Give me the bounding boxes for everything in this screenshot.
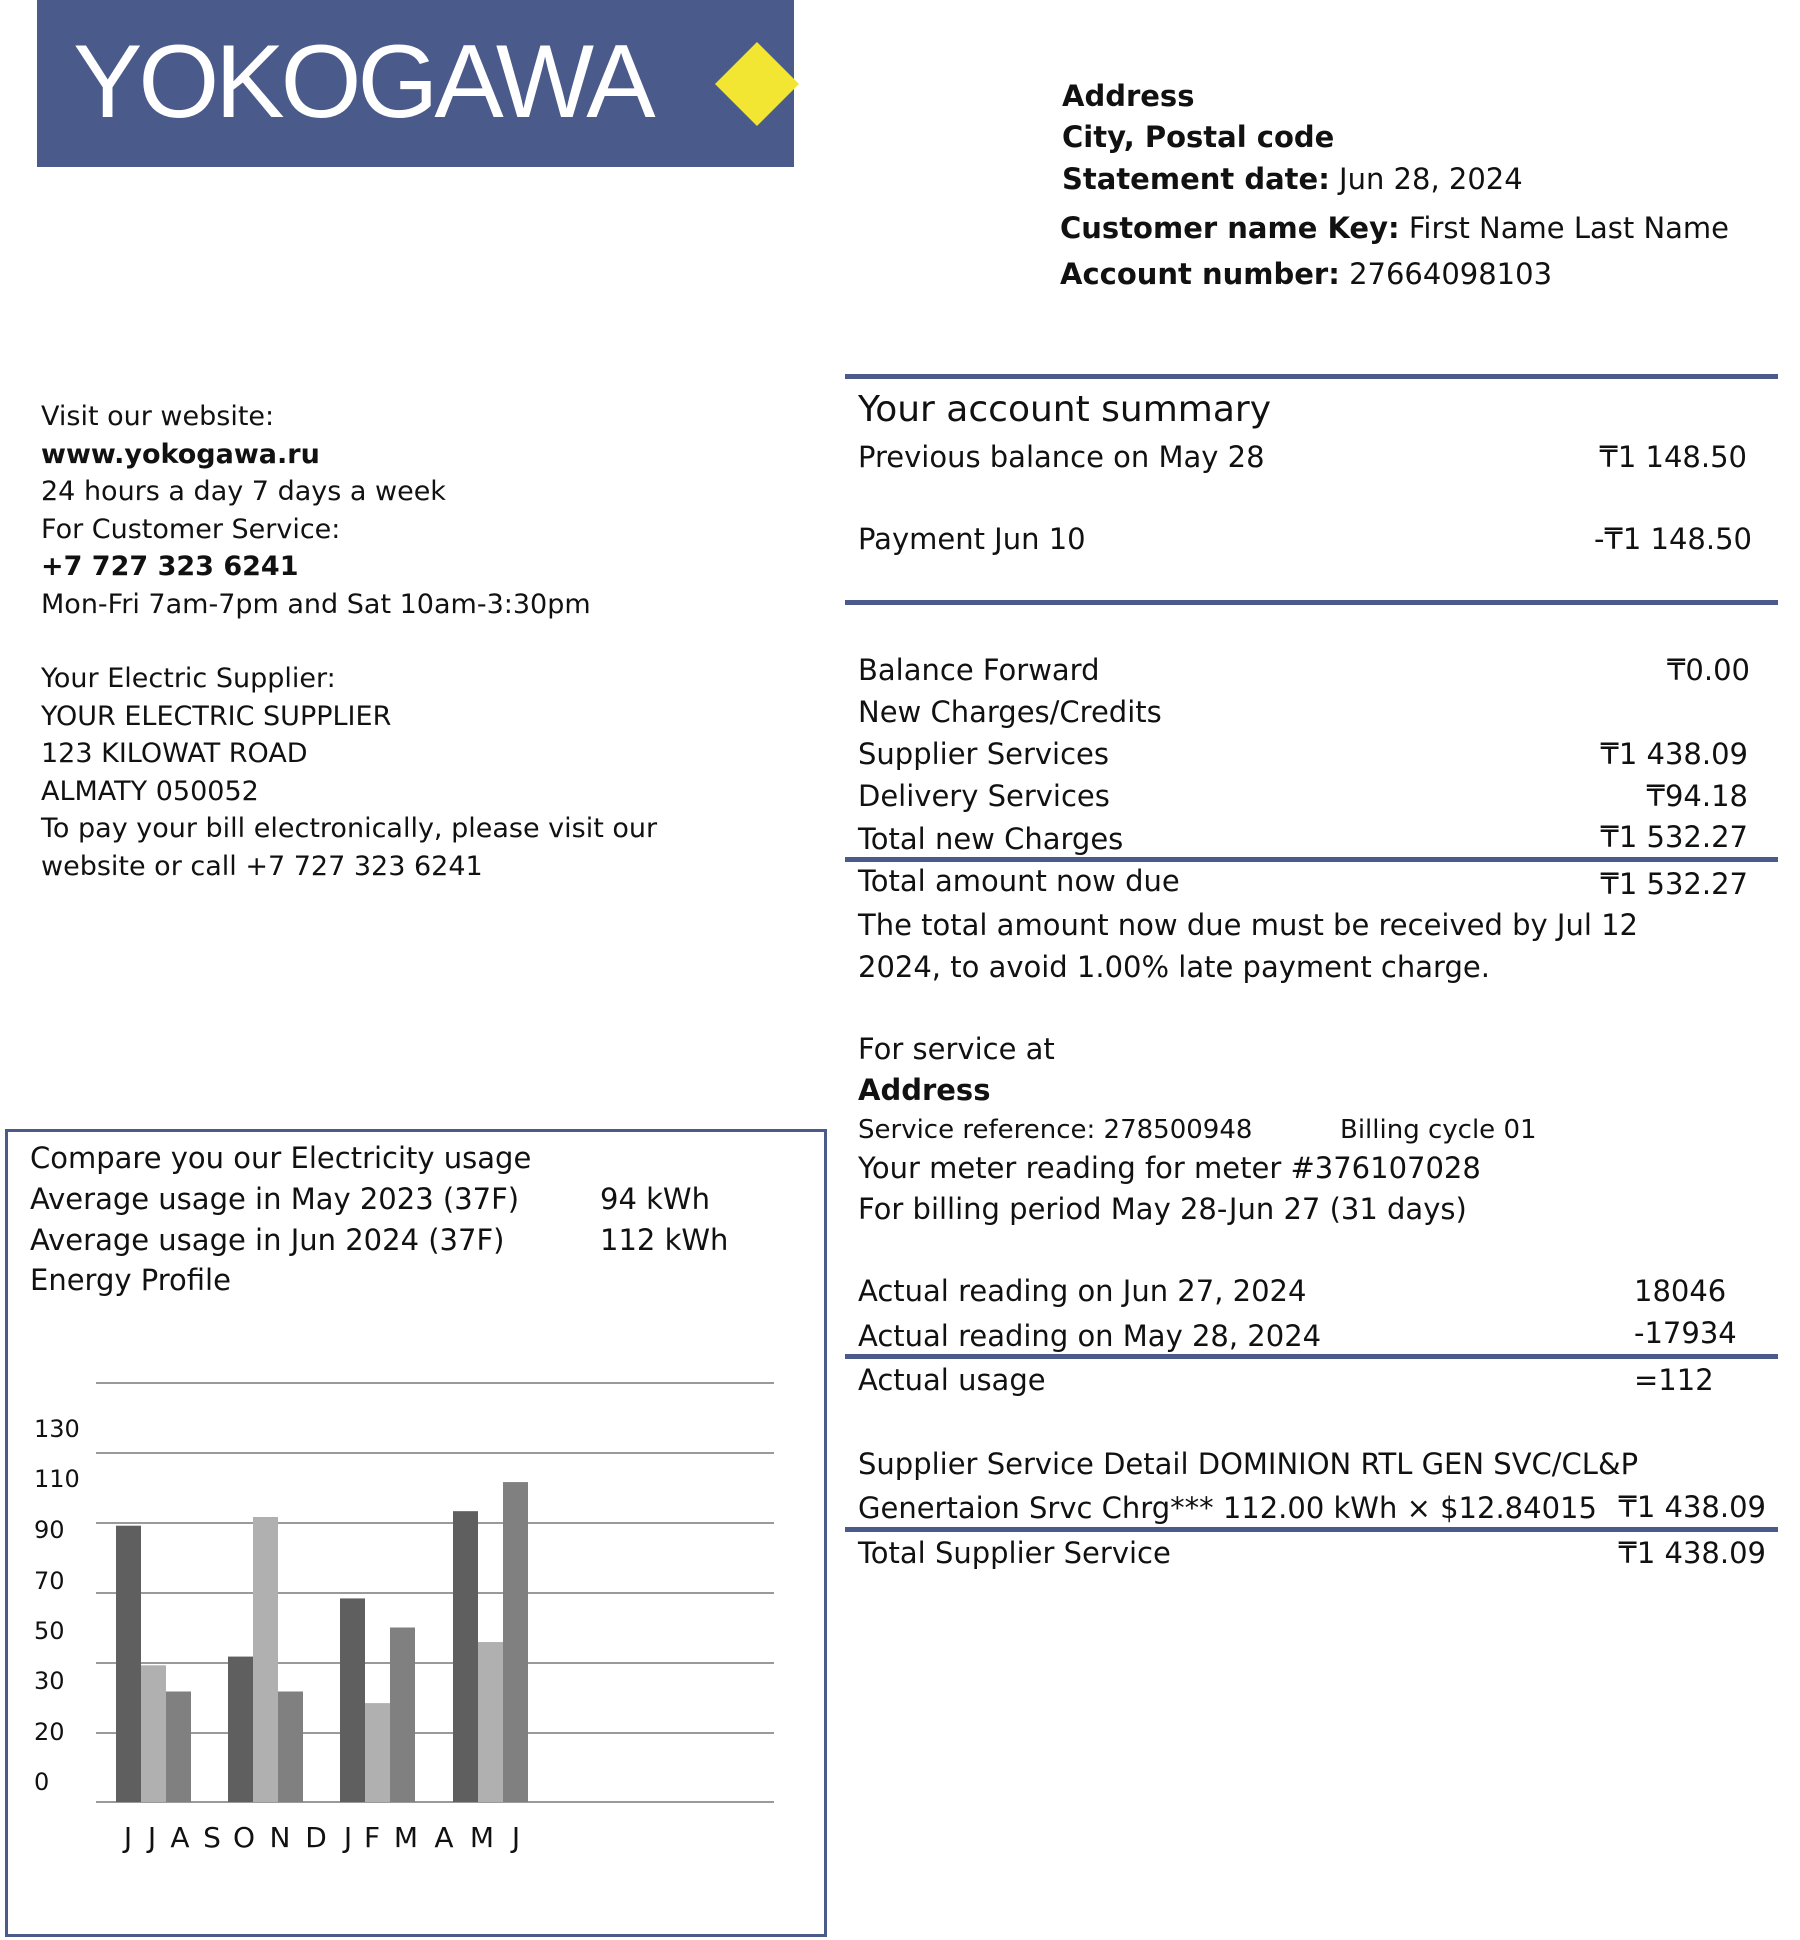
- x-tick-label: J: [511, 1821, 521, 1854]
- x-tick-label: A: [170, 1821, 190, 1854]
- bar-dark: [116, 1526, 141, 1802]
- usage-jun-label: Average usage in Jun 2024 (37F): [30, 1223, 505, 1257]
- bar-light: [141, 1665, 166, 1802]
- x-tick-label: J: [343, 1821, 353, 1854]
- prev-balance-label: Previous balance on May 28: [858, 440, 1265, 474]
- usage-may-value: 94 kWh: [600, 1182, 710, 1216]
- energy-profile-label: Energy Profile: [30, 1263, 231, 1297]
- bar-light: [365, 1703, 390, 1802]
- service-for-label: For service at: [858, 1032, 1055, 1066]
- supplier-name: YOUR ELECTRIC SUPPLIER: [41, 700, 392, 732]
- usage-title: Compare you our Electricity usage: [30, 1141, 532, 1175]
- bar-light: [478, 1642, 503, 1802]
- x-tick-label: A: [434, 1821, 454, 1854]
- supplier-services-amount: ₸1 438.09: [1600, 737, 1748, 771]
- phone-number: +7 727 323 6241: [41, 551, 299, 582]
- y-tick-label: 130: [34, 1415, 80, 1443]
- generation-charge-amount: ₸1 438.09: [1618, 1490, 1766, 1524]
- usage-may-label: Average usage in May 2023 (37F): [30, 1182, 520, 1216]
- x-tick-label: O: [232, 1821, 256, 1854]
- x-tick-label: J: [147, 1821, 157, 1854]
- amount-due-value: ₸1 532.27: [1600, 867, 1748, 901]
- header-city: City, Postal code: [1062, 120, 1335, 154]
- bar-medium: [390, 1628, 415, 1803]
- due-note-line2: 2024, to avoid 1.00% late payment charge.: [858, 950, 1490, 984]
- billing-cycle: Billing cycle 01: [1340, 1115, 1537, 1145]
- bar-medium: [503, 1482, 528, 1802]
- balance-forward-amount: ₸0.00: [1666, 653, 1750, 687]
- reading-previous-value: -17934: [1634, 1316, 1737, 1350]
- supplier-detail-label: Supplier Service Detail DOMINION RTL GEN SVC/CL&P: [858, 1447, 1639, 1481]
- statement-date: Statement date: Jun 28, 2024: [1062, 162, 1523, 196]
- pay-note-line1: To pay your bill electronically, please visit our: [41, 813, 658, 844]
- account-number: Account number: 27664098103: [1060, 257, 1553, 291]
- payment-label: Payment Jun 10: [858, 522, 1086, 556]
- prev-balance-amount: ₸1 148.50: [1599, 440, 1747, 474]
- supplier-services-label: Supplier Services: [858, 737, 1109, 771]
- y-tick-label: 50: [34, 1617, 65, 1645]
- schedule-text: Mon-Fri 7am-7pm and Sat 10am-3:30pm: [41, 588, 591, 620]
- x-tick-label: S: [203, 1821, 221, 1854]
- generation-charge-label: Genertaion Srvc Chrg*** 112.00 kWh × $12.84015: [858, 1491, 1597, 1525]
- header-address: Address: [1062, 79, 1195, 113]
- y-tick-label: 0: [34, 1768, 50, 1796]
- reading-previous-label: Actual reading on May 28, 2024: [858, 1319, 1322, 1353]
- x-tick-label: N: [269, 1821, 291, 1854]
- bar-light: [253, 1517, 278, 1802]
- website-link[interactable]: www.yokogawa.ru: [41, 438, 320, 470]
- new-charges-label: New Charges/Credits: [858, 695, 1162, 729]
- x-tick-label: F: [363, 1821, 381, 1854]
- meter-reading-label: Your meter reading for meter #376107028: [858, 1151, 1481, 1185]
- y-tick-label: 70: [34, 1567, 65, 1595]
- supplier-label: Your Electric Supplier:: [41, 663, 336, 694]
- x-tick-label: D: [305, 1821, 327, 1854]
- x-tick-label: J: [123, 1821, 133, 1854]
- customer-name: Customer name Key: First Name Last Name: [1060, 211, 1730, 245]
- hours-text: 24 hours a day 7 days a week: [41, 476, 446, 507]
- bar-dark: [340, 1598, 365, 1802]
- bar-dark: [453, 1511, 478, 1802]
- total-supplier-label: Total Supplier Service: [858, 1536, 1171, 1570]
- bar-medium: [278, 1691, 303, 1802]
- total-supplier-amount: ₸1 438.09: [1618, 1536, 1766, 1570]
- bar-medium: [166, 1691, 191, 1802]
- summary-title: Your account summary: [858, 389, 1272, 430]
- delivery-services-label: Delivery Services: [858, 779, 1110, 813]
- supplier-street: 123 KILOWAT ROAD: [41, 738, 308, 769]
- billing-period: For billing period May 28-Jun 27 (31 days): [858, 1192, 1467, 1226]
- amount-due-label: Total amount now due: [858, 864, 1180, 898]
- y-tick-label: 90: [34, 1516, 65, 1544]
- x-tick-label: M: [469, 1821, 495, 1854]
- x-tick-label: M: [393, 1821, 419, 1854]
- total-new-charges-amount: ₸1 532.27: [1600, 820, 1748, 854]
- reading-current-label: Actual reading on Jun 27, 2024: [858, 1274, 1307, 1308]
- service-reference: Service reference: 278500948: [858, 1115, 1253, 1145]
- y-tick-label: 110: [34, 1465, 80, 1493]
- customer-service-label: For Customer Service:: [41, 513, 341, 545]
- supplier-city: ALMATY 050052: [41, 775, 259, 807]
- actual-usage-label: Actual usage: [858, 1363, 1046, 1397]
- y-tick-label: 30: [34, 1667, 65, 1695]
- y-tick-label: 20: [34, 1718, 65, 1746]
- balance-forward-label: Balance Forward: [858, 653, 1100, 687]
- due-note-line1: The total amount now due must be received by Jul 12: [858, 908, 1638, 942]
- visit-label: Visit our website:: [41, 401, 275, 432]
- service-address: Address: [858, 1073, 991, 1107]
- delivery-services-amount: ₸94.18: [1646, 779, 1748, 813]
- pay-note-line2: website or call +7 727 323 6241: [41, 850, 483, 882]
- bar-dark: [228, 1657, 253, 1802]
- reading-current-value: 18046: [1634, 1274, 1727, 1308]
- actual-usage-value: =112: [1634, 1363, 1714, 1397]
- usage-jun-value: 112 kWh: [600, 1223, 729, 1257]
- payment-amount: -₸1 148.50: [1593, 522, 1752, 556]
- total-new-charges-label: Total new Charges: [858, 822, 1124, 856]
- logo-text: YOKOGAWA: [73, 24, 652, 140]
